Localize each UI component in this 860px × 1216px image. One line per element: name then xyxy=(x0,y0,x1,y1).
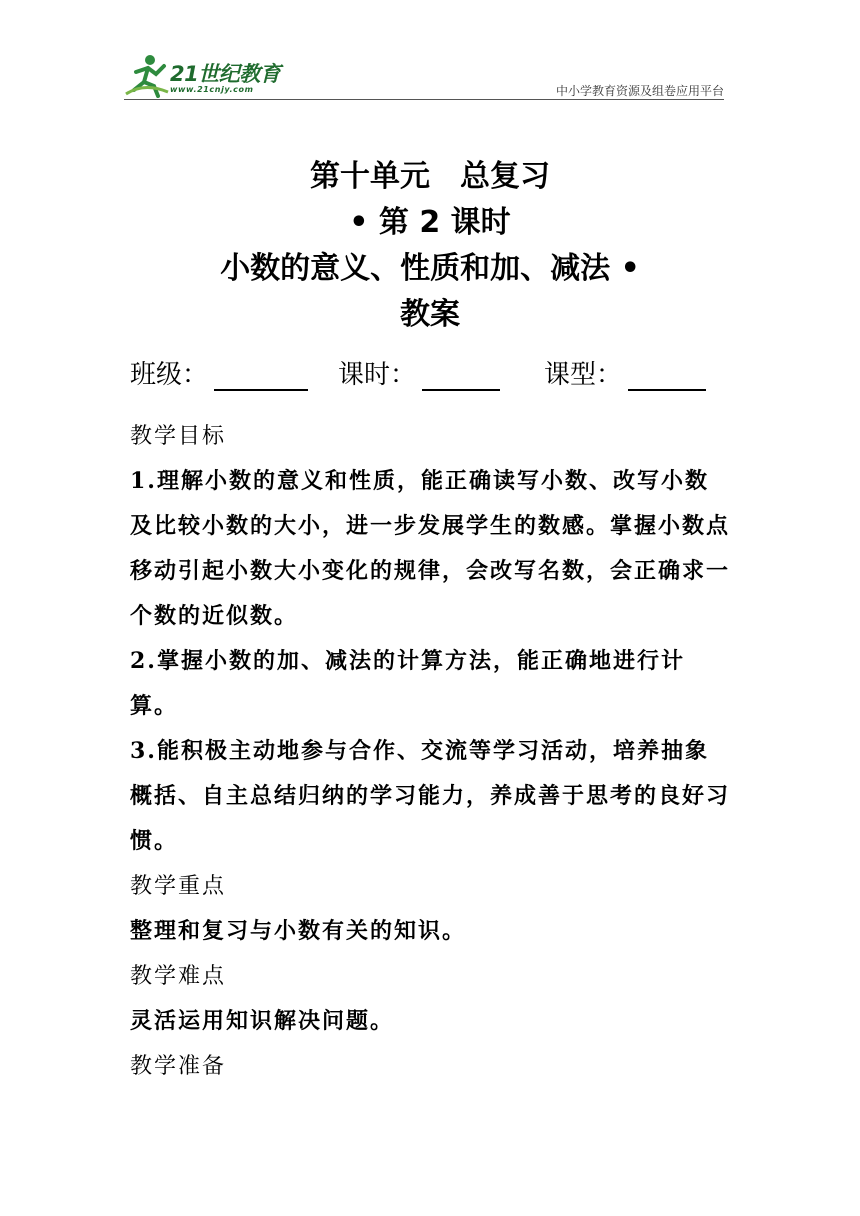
lesson-body xyxy=(130,414,730,1089)
title-unit: 第十单元 总复习 xyxy=(310,159,550,194)
title-type: 教案 xyxy=(400,297,460,332)
header-slogan: 中小学教育资源及组卷应用平台 xyxy=(555,84,724,98)
class-blank xyxy=(214,359,308,391)
section-heading-difficulties: 教学难点 xyxy=(130,964,227,989)
class-field xyxy=(130,354,308,391)
runner-logo-icon xyxy=(124,52,174,98)
period-blank xyxy=(422,359,500,391)
section-heading-objectives: 教学目标 xyxy=(130,424,227,449)
class-label: 班级： xyxy=(130,360,209,390)
info-row xyxy=(130,354,730,394)
key-points-text: 整理和复习与小数有关的知识。 xyxy=(130,918,467,944)
period-field xyxy=(338,354,500,391)
document-title xyxy=(0,154,860,338)
objective-2: 2.掌握小数的加、减法的计算方法，能正确地进行计算。 xyxy=(130,648,685,719)
header-divider xyxy=(124,99,724,100)
logo xyxy=(124,52,294,98)
period-label: 课时： xyxy=(338,360,417,390)
type-blank xyxy=(628,359,706,391)
page-header xyxy=(124,52,724,100)
type-label: 课型： xyxy=(544,360,623,390)
objective-1: 1.理解小数的意义和性质，能正确读写小数、改写小数及比较小数的大小，进一步发展学生的数感。掌握小数点移动引起小数大小变化的规律，会改写名数，会正确求一个数的近似数。 xyxy=(130,468,731,629)
section-heading-key-points: 教学重点 xyxy=(130,874,227,899)
title-lesson: • 第 2 课时 xyxy=(349,205,511,240)
logo-text: 21世纪教育 xyxy=(170,62,281,86)
title-topic: 小数的意义、性质和加、减法 • xyxy=(220,251,640,286)
section-heading-preparation: 教学准备 xyxy=(130,1054,227,1079)
difficulties-text: 灵活运用知识解决问题。 xyxy=(130,1008,395,1034)
type-field xyxy=(544,354,706,391)
logo-url: www.21cnjy.com xyxy=(170,85,254,94)
objective-3: 3.能积极主动地参与合作、交流等学习活动，培养抽象概括、自主总结归纳的学习能力，养成善于思考的良好习惯。 xyxy=(130,738,731,854)
